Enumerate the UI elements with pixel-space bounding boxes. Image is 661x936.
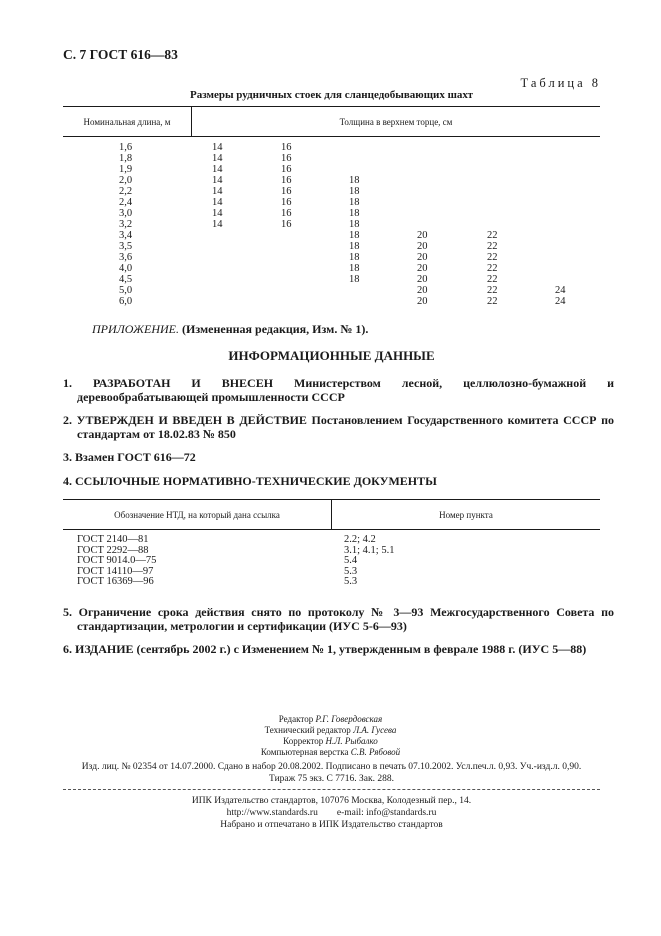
table-row <box>0 197 661 208</box>
thickness-cell: 20 <box>417 296 428 307</box>
publisher-line-1: ИПК Издательство стандартов, 107076 Москва, Колодезный пер., 14. <box>191 796 472 806</box>
ref-header-item: Номер пункта <box>439 510 493 520</box>
credit-line <box>0 725 661 736</box>
publisher-line-3: Набрано и отпечатано в ИПК Издательство стандартов <box>220 820 443 830</box>
table-row <box>0 219 661 230</box>
table-row <box>0 252 661 263</box>
info-item-5: 5. Ограничение срока действия снято по протоколу № 3—93 Межгосударственного Совета по стандартизации, метрологии и сертификации (ИУС 5-6—93) <box>63 605 614 633</box>
length-cell: 3,5 <box>119 241 133 252</box>
thickness-cell: 18 <box>349 175 360 186</box>
thickness-cell: 20 <box>417 241 428 252</box>
thickness-cell: 14 <box>212 186 223 197</box>
publisher-line-2: http://www.standards.ru e-mail: info@standards.ru <box>226 808 437 818</box>
thickness-cell: 14 <box>212 219 223 230</box>
ref-item-cell: 5.3 <box>344 576 358 587</box>
table-caption: Размеры рудничных стоек для сланцедобывающих шахт <box>189 89 474 101</box>
info-item-6: 6. ИЗДАНИЕ (сентябрь 2002 г.) с Изменением № 1, утвержденным в феврале 1988 г. (ИУС 5—88) <box>63 642 587 656</box>
credit-line <box>0 714 661 725</box>
length-cell: 4,0 <box>119 263 133 274</box>
thickness-cell: 16 <box>281 208 292 219</box>
appendix-note-label: ПРИЛОЖЕНИЕ. <box>92 322 179 336</box>
thickness-cell: 18 <box>349 241 360 252</box>
thickness-cell: 22 <box>487 274 498 285</box>
length-cell: 6,0 <box>119 296 133 307</box>
length-cell: 5,0 <box>119 285 133 296</box>
credit-name: Н.Л. Рыбалко <box>325 736 378 746</box>
info-item-1: 1. РАЗРАБОТАН И ВНЕСЕН Министерством лесной, целлюлозно-бумажной и деревообрабатывающей промышленности СССР <box>63 376 614 404</box>
table-header-rule <box>63 136 600 137</box>
thickness-cell: 18 <box>349 252 360 263</box>
table-row <box>0 274 661 285</box>
credit-name: Л.А. Гусева <box>353 725 397 735</box>
info-item-3: 3. Взамен ГОСТ 616—72 <box>63 450 196 464</box>
thickness-cell: 22 <box>487 296 498 307</box>
thickness-cell: 22 <box>487 241 498 252</box>
ref-header-doc: Обозначение НТД, на который дана ссылка <box>114 510 280 520</box>
length-cell: 3,2 <box>119 219 133 230</box>
thickness-cell: 14 <box>212 164 223 175</box>
credit-role: Редактор <box>278 714 316 724</box>
table-header-thickness: Толщина в верхнем торце, см <box>339 117 453 127</box>
length-cell: 2,2 <box>119 186 133 197</box>
ref-table-row <box>0 534 661 545</box>
credit-line <box>0 747 661 758</box>
table-row <box>0 241 661 252</box>
credit-role: Корректор <box>283 736 326 746</box>
thickness-cell: 16 <box>281 153 292 164</box>
thickness-cell: 20 <box>417 230 428 241</box>
credit-line <box>0 736 661 747</box>
thickness-cell: 18 <box>349 219 360 230</box>
thickness-cell: 16 <box>281 142 292 153</box>
ref-item-cell: 2.2; 4.2 <box>344 534 376 545</box>
table-row <box>0 175 661 186</box>
table-row <box>0 263 661 274</box>
ref-doc-cell: ГОСТ 16369—96 <box>77 576 154 587</box>
length-cell: 2,0 <box>119 175 133 186</box>
thickness-cell: 22 <box>487 285 498 296</box>
thickness-cell: 14 <box>212 175 223 186</box>
thickness-cell: 18 <box>349 208 360 219</box>
credit-name: С.В. Рябовой <box>350 747 401 757</box>
length-cell: 3,6 <box>119 252 133 263</box>
thickness-cell: 16 <box>281 197 292 208</box>
table-row <box>0 296 661 307</box>
table-header-length: Номинальная длина, м <box>83 117 171 127</box>
page-header: С. 7 ГОСТ 616—83 <box>63 47 178 62</box>
credit-role: Технический редактор <box>264 725 354 735</box>
thickness-cell: 20 <box>417 285 428 296</box>
ref-table-row <box>0 555 661 566</box>
thickness-cell: 24 <box>555 285 566 296</box>
thickness-cell: 18 <box>349 197 360 208</box>
length-cell: 3,4 <box>119 230 133 241</box>
length-cell: 1,9 <box>119 164 133 175</box>
thickness-cell: 18 <box>349 230 360 241</box>
ref-doc-cell: ГОСТ 2292—88 <box>77 544 149 556</box>
ref-table-header-rule <box>63 529 600 530</box>
thickness-cell: 16 <box>281 186 292 197</box>
table-row <box>0 164 661 175</box>
ref-doc-cell: ГОСТ 9014.0—75 <box>77 555 157 566</box>
imprint-rule <box>63 789 600 790</box>
imprint-line-1: Изд. лиц. № 02354 от 14.07.2000. Сдано в набор 20.08.2002. Подписано в печать 07.10.2002. Усл.печ.л. 0,93. Уч.-изд.л. 0,90. <box>81 762 582 772</box>
ref-item-cell: 3.1; 4.1; 5.1 <box>344 544 395 556</box>
credit-role: Компьютерная верстка <box>260 747 351 757</box>
thickness-cell: 20 <box>417 263 428 274</box>
thickness-cell: 22 <box>487 230 498 241</box>
length-cell: 1,6 <box>119 142 133 153</box>
table-row <box>0 230 661 241</box>
thickness-cell: 18 <box>349 274 360 285</box>
appendix-note-text: (Измененная редакция, Изм. № 1). <box>178 322 369 336</box>
table-top-rule <box>63 106 600 107</box>
thickness-cell: 20 <box>417 274 428 285</box>
table-label: Таблица 8 <box>520 76 601 90</box>
length-cell: 2,4 <box>119 197 133 208</box>
thickness-cell: 14 <box>212 208 223 219</box>
ref-doc-cell: ГОСТ 14110—97 <box>77 565 154 577</box>
ref-item-cell: 5.4 <box>344 555 358 566</box>
thickness-cell: 18 <box>349 263 360 274</box>
table-row <box>0 153 661 164</box>
info-title: ИНФОРМАЦИОННЫЕ ДАННЫЕ <box>228 348 435 363</box>
ref-item-cell: 5.3 <box>344 565 358 577</box>
length-cell: 1,8 <box>119 153 133 164</box>
thickness-cell: 20 <box>417 252 428 263</box>
ref-table-row <box>0 545 661 556</box>
ref-table-row <box>0 576 661 587</box>
thickness-cell: 16 <box>281 219 292 230</box>
table-row <box>0 285 661 296</box>
thickness-cell: 24 <box>555 296 566 307</box>
thickness-cell: 22 <box>487 263 498 274</box>
thickness-cell: 16 <box>281 175 292 186</box>
length-cell: 3,0 <box>119 208 133 219</box>
info-item-4: 4. ССЫЛОЧНЫЕ НОРМАТИВНО-ТЕХНИЧЕСКИЕ ДОКУМЕНТЫ <box>63 474 437 488</box>
credit-name: Р.Г. Говердовская <box>315 714 383 724</box>
thickness-cell: 14 <box>212 153 223 164</box>
thickness-cell: 14 <box>212 197 223 208</box>
thickness-cell: 16 <box>281 164 292 175</box>
thickness-cell: 18 <box>349 186 360 197</box>
imprint-line-2: Тираж 75 экз. С 7716. Зак. 288. <box>269 774 394 784</box>
appendix-note <box>92 322 368 337</box>
ref-table-row <box>0 566 661 577</box>
thickness-cell: 22 <box>487 252 498 263</box>
ref-doc-cell: ГОСТ 2140—81 <box>77 534 149 545</box>
info-item-2: 2. УТВЕРЖДЕН И ВВЕДЕН В ДЕЙСТВИЕ Постановлением Государственного комитета СССР по стандартам от 18.02.83 № 850 <box>63 413 614 441</box>
table-row <box>0 142 661 153</box>
table-row <box>0 186 661 197</box>
thickness-cell: 14 <box>212 142 223 153</box>
table-row <box>0 208 661 219</box>
length-cell: 4,5 <box>119 274 133 285</box>
